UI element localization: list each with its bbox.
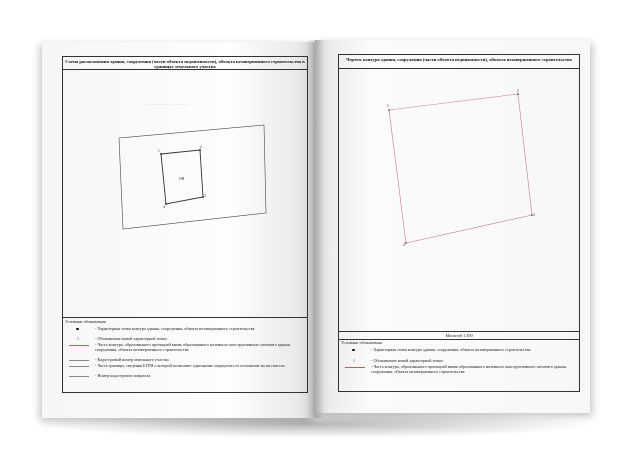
contour-outline [389,94,532,243]
building-point [199,149,201,151]
site-plan-drawing [63,57,307,317]
point-label-1: 1 [387,104,389,108]
scale-label: Масштаб 1:100 [445,333,473,338]
right-page-title: Чертеж контура здания, сооружения (части объекта недвижимости), объекта незавершенного строительства [346,57,572,62]
contour-point [388,109,390,111]
contour-point [405,242,407,244]
left-page-title: Схема расположения здания, сооружения (части объекта недвижимости), объекта незавершенного строительства в границах земельного участка [65,59,305,70]
building-contour-drawing [339,55,579,335]
legend-text: - Кадастровый номер земельного участка [95,357,169,362]
legend-text: - Характерная точка контура здания, сооружения, объекта незавершенного строительства [95,326,255,331]
legend-text: - Обозначение новой характерной точки [371,358,443,363]
contour-part-symbol [345,367,365,368]
building-point [160,153,162,155]
right-legend-title: Условные обозначения [341,340,382,345]
char-point-symbol [76,328,79,331]
contour-point [517,93,519,95]
boundary-part-symbol [69,366,89,367]
point-label-3: 3 [533,213,535,217]
point-label-2: 2 [517,89,519,93]
char-point-symbol [352,349,355,352]
legend-text: - Номер кадастрового квартала [95,373,151,378]
legend-text: - Часть контура, образованного проекцией вновь образованного наземного конструктивного элемента здания, сооружения, объекта незавершенного строительства [371,364,567,374]
legend-text: - Часть границы, сведения ЕГРН о которой позволяют однозначно определить ее положение на местности [95,363,285,368]
right-page [315,40,590,413]
legend-text: - Часть контура, образованного проекцией вновь образованного наземного конструктивного элемента здания, сооружения, объекта незавершенного строительства [95,342,291,352]
point-label-4: 4 [403,243,405,247]
new-point-symbol: 1 [77,336,79,341]
building-label: ОН [179,177,185,181]
legend-text: - Обозначение новой характерной точки [95,336,167,341]
book-spine [306,40,324,418]
cadastral-number-symbol [69,360,89,361]
scale-divider [339,331,579,332]
contour-part-symbol [69,345,89,346]
building-point [165,203,167,205]
new-point-symbol: 1 [353,358,355,363]
land-plot-boundary [119,125,266,229]
point-label-2: 2 [200,145,202,149]
left-legend-divider [63,317,307,318]
right-page-frame [338,54,580,392]
point-label-1: 1 [158,149,160,153]
left-page-frame [62,56,308,393]
legend-text: - Характерная точка контура здания, сооружения, объекта незавершенного строительства [371,347,531,352]
quarter-number-symbol [69,376,89,377]
point-label-3: 3 [204,194,206,198]
left-page [42,42,315,418]
point-label-4: 4 [163,205,165,209]
faded-plot-label: ———— ———— ———— [146,102,189,106]
left-legend-title: Условные обозначения [65,319,106,324]
